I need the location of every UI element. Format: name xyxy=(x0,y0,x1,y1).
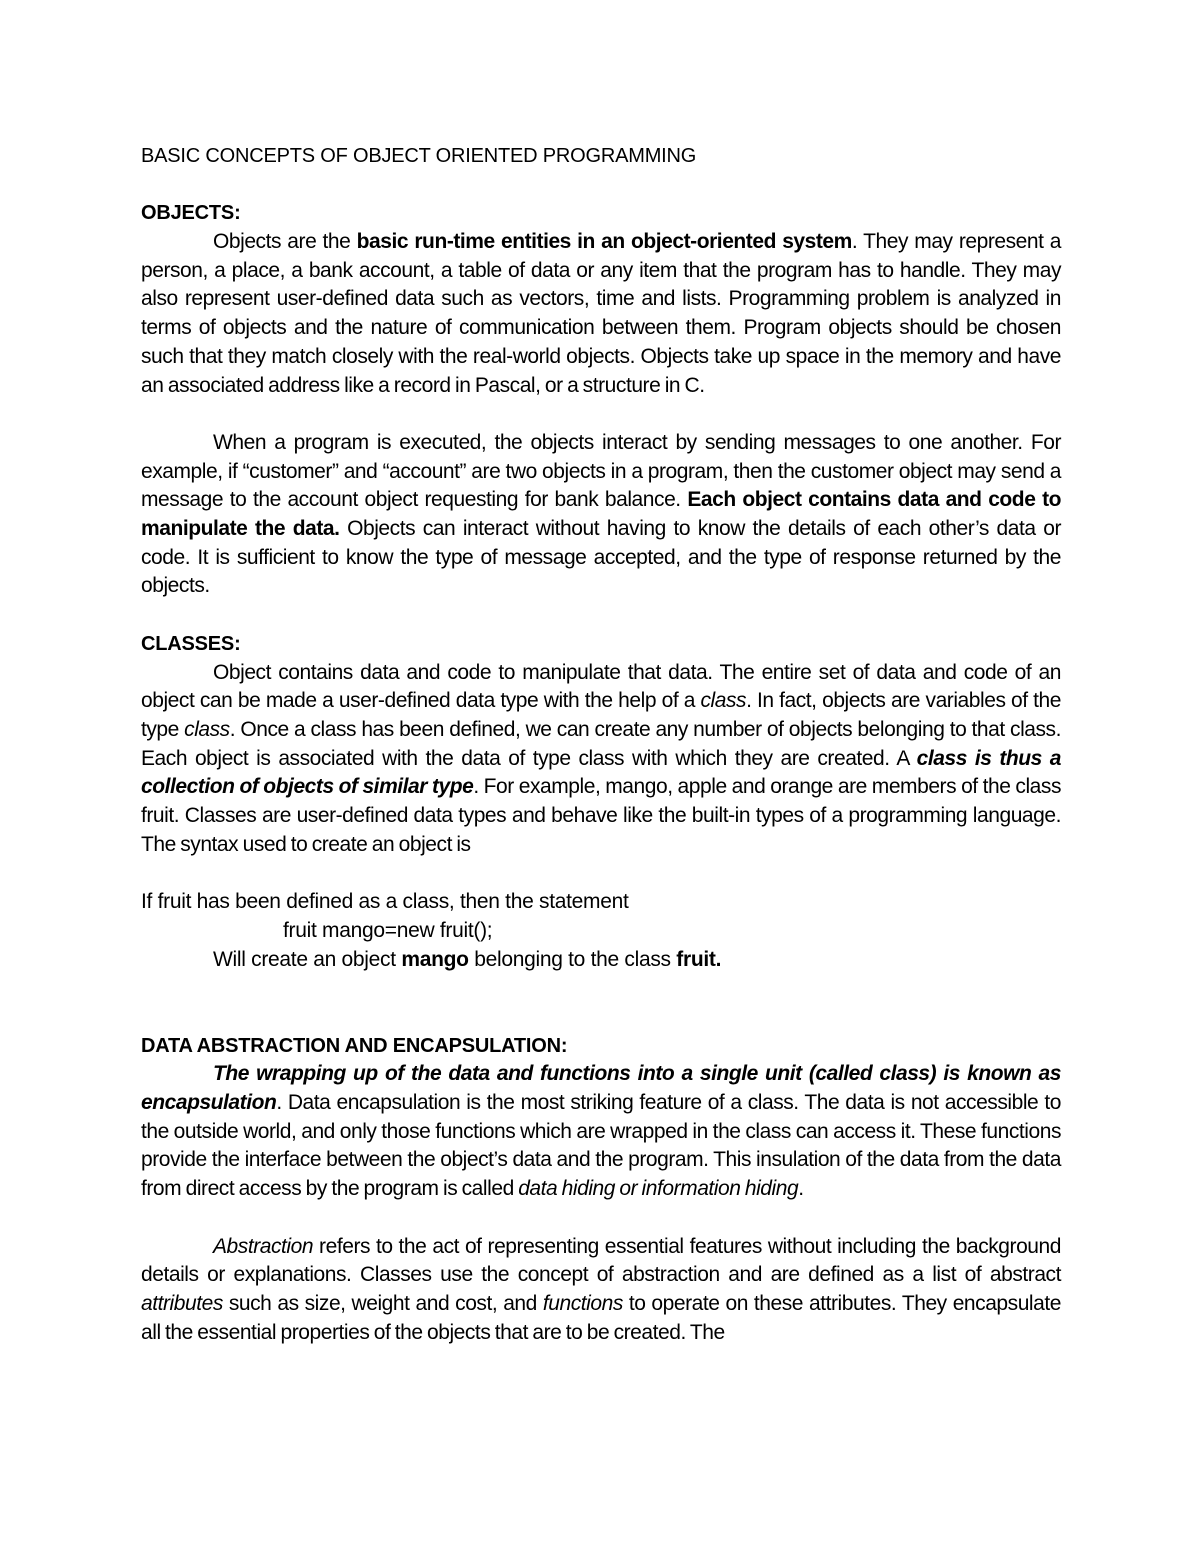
document-title: BASIC CONCEPTS OF OBJECT ORIENTED PROGRAMMING xyxy=(141,145,697,167)
italic-run: functions xyxy=(542,1291,623,1315)
italic-run: data hiding or information hiding xyxy=(518,1177,799,1201)
text-run: . xyxy=(798,1177,804,1201)
classes-paragraph-1 xyxy=(141,659,1061,860)
text-run: . Data encapsulation is the most striking feature of a class. The data is not accessible to the outside world, and only those functions which are wrapped in the class can access it. These functions provide the interface between the object’s data and the program. This insulation of the data from the data from direct access by the program is called xyxy=(141,1091,1061,1201)
bold-run: basic run-time entities in an object-oriented system xyxy=(356,230,852,254)
spacer xyxy=(141,859,1061,888)
italic-run: attributes xyxy=(141,1291,223,1315)
spacer xyxy=(141,974,1061,1031)
text-run: such as size, weight and cost, and xyxy=(222,1291,543,1315)
classes-heading: CLASSES: xyxy=(141,632,241,655)
objects-paragraph-1 xyxy=(141,228,1061,400)
italic-run: class is thus a collection of objects of similar type xyxy=(141,746,1061,799)
spacer xyxy=(141,601,1061,630)
text-run: to operate on these attributes. They encapsulate all the essential properties of the objects that are to be created. The xyxy=(141,1291,1061,1344)
text-run: . In fact, objects are variables of the type xyxy=(141,689,1062,741)
bold-run: mango xyxy=(401,947,469,971)
abstraction-paragraph-2 xyxy=(141,1233,1061,1348)
italic-run: Abstraction xyxy=(213,1234,314,1258)
bold-run: fruit. xyxy=(676,947,722,971)
spacer xyxy=(141,400,1061,429)
text-run: refers to the act of representing essential features without including the background details or explanations. Classes use the concept of abstraction and are defined as a list of abstract xyxy=(141,1234,1061,1287)
spacer xyxy=(141,1204,1061,1233)
italic-run: The wrapping up of the data and functions into a single unit (called class) is known as encapsulation xyxy=(141,1062,1061,1115)
text-run: Will create an object xyxy=(213,947,402,971)
objects-heading: OBJECTS: xyxy=(141,202,241,225)
text-run: Object contains data and code to manipulate that data. The entire set of data and code of an object can be made a user-defined data type with the help of a xyxy=(141,660,1061,713)
statement-line: If fruit has been defined as a class, then the statement xyxy=(141,890,629,914)
text-run: . For example, mango, apple and orange are members of the class fruit. Classes are user-defined data types and behave like the built-in types of a programming language. The syntax used to create an object is xyxy=(141,775,1061,856)
text-run: . They may represent a person, a place, a bank account, a table of data or any item that the program has to handle. They may also represent user-defined data such as vectors, time and lists. Programming problem is analyzed in terms of objects and the nature of communication between them. Program objects should be chosen such that they match closely with the real-world objects. Objects take up space in the memory and have an associated address like a record in Pascal, or a structure in C. xyxy=(141,230,1061,397)
bold-run: Each object contains data and code to manipulate the data. xyxy=(141,488,1061,541)
result-line xyxy=(213,946,1061,975)
text-run: . Once a class has been defined, we can create any number of objects belonging to that class. Each object is associated with the data of type class with which they are created. A xyxy=(141,717,1061,770)
objects-paragraph-2 xyxy=(141,429,1061,601)
text-run: belonging to the class xyxy=(468,947,677,971)
abstraction-heading: DATA ABSTRACTION AND ENCAPSULATION: xyxy=(141,1034,568,1057)
text-run: Objects can interact without having to know the details of each other’s data or code. It is sufficient to know the type of message accepted, and the type of response returned by the objects. xyxy=(141,517,1061,598)
italic-run: class xyxy=(184,717,230,741)
document-page xyxy=(141,142,1061,1347)
italic-run: class xyxy=(700,689,747,713)
abstraction-paragraph-1 xyxy=(141,1060,1061,1204)
text-run: Objects are the xyxy=(213,230,357,254)
code-example: fruit mango=new fruit(); xyxy=(283,918,493,942)
text-run: When a program is executed, the objects interact by sending messages to one another. For example, if “customer” and “account” are two objects in a program, then the customer object may send a message to the account object requesting for bank balance. xyxy=(141,430,1061,512)
spacer xyxy=(141,171,1061,200)
